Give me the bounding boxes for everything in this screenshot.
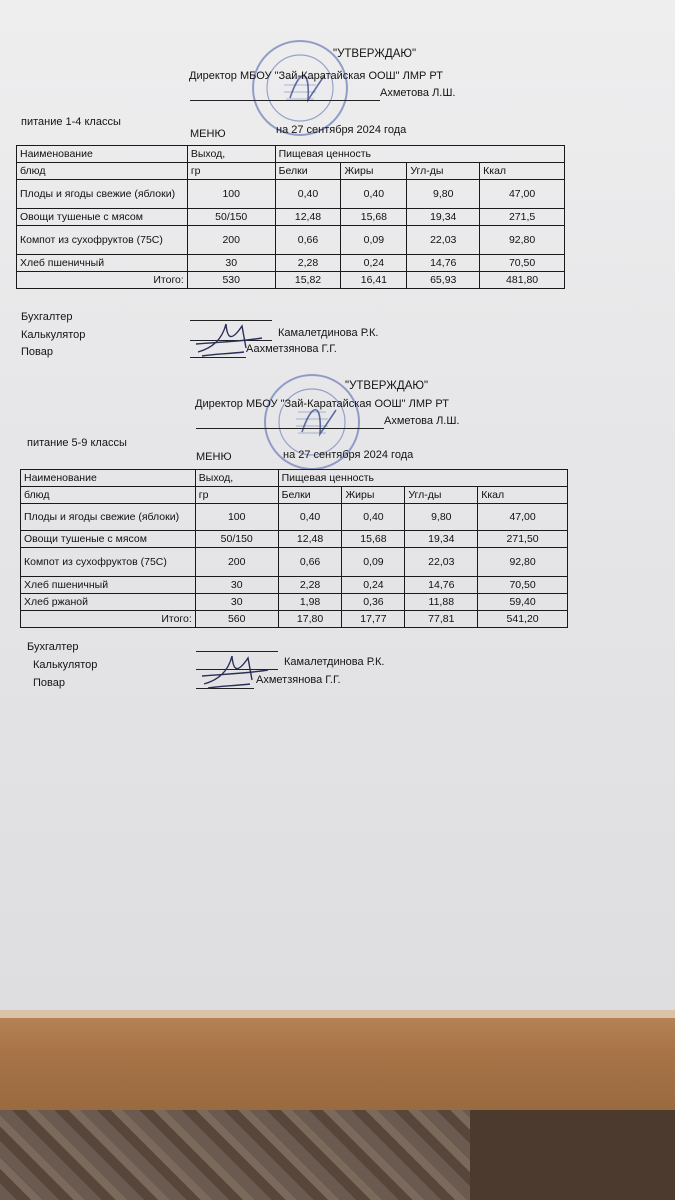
dish-kcal: 70,50 bbox=[480, 255, 565, 272]
table-row bbox=[17, 180, 565, 209]
total-fat: 17,77 bbox=[342, 611, 405, 628]
dish-fat: 0,09 bbox=[341, 226, 407, 255]
dish-fat: 0,09 bbox=[342, 548, 405, 577]
header-kcal: Ккал bbox=[480, 163, 565, 180]
dish-carbs: 14,76 bbox=[405, 577, 478, 594]
dish-kcal: 59,40 bbox=[478, 594, 568, 611]
director-line: Директор МБОУ "Зай-Каратайская ООШ" ЛМР РТ bbox=[189, 70, 443, 82]
dish-kcal: 70,50 bbox=[478, 577, 568, 594]
director-name: Ахметова Л.Ш. bbox=[384, 415, 460, 427]
total-kcal: 481,80 bbox=[480, 272, 565, 289]
dish-carbs: 9,80 bbox=[407, 180, 480, 209]
dish-output: 50/150 bbox=[187, 209, 275, 226]
header-name: Наименование bbox=[17, 146, 188, 163]
header-kcal: Ккал bbox=[478, 487, 568, 504]
menu-date: на 27 сентября 2024 года bbox=[276, 124, 407, 136]
header-row bbox=[17, 146, 565, 163]
menu-title: МЕНЮ bbox=[196, 451, 232, 463]
calculator-label: Калькулятор bbox=[21, 329, 86, 341]
dish-protein: 1,98 bbox=[278, 594, 342, 611]
dish-fat: 15,68 bbox=[342, 531, 405, 548]
calculator-label: Калькулятор bbox=[33, 659, 98, 671]
total-label: Итого: bbox=[17, 272, 188, 289]
header-unit: гр bbox=[187, 163, 275, 180]
dish-kcal: 271,5 bbox=[480, 209, 565, 226]
dish-fat: 15,68 bbox=[341, 209, 407, 226]
dish-fat: 0,24 bbox=[342, 577, 405, 594]
dish-protein: 0,40 bbox=[278, 504, 342, 531]
calculator-name: Камалетдинова Р.К. bbox=[278, 327, 379, 339]
dish-output: 30 bbox=[195, 594, 278, 611]
accountant-label: Бухгалтер bbox=[21, 311, 73, 323]
subheader-row bbox=[21, 487, 568, 504]
dish-carbs: 19,34 bbox=[405, 531, 478, 548]
menu-table-1 bbox=[16, 145, 565, 289]
dish-output: 30 bbox=[195, 577, 278, 594]
header-row bbox=[21, 470, 568, 487]
total-row bbox=[17, 272, 565, 289]
header-dish: блюд bbox=[21, 487, 196, 504]
header-output: Выход, bbox=[187, 146, 275, 163]
cook-label: Повар bbox=[21, 346, 53, 358]
header-fat: Жиры bbox=[342, 487, 405, 504]
dish-fat: 0,36 bbox=[342, 594, 405, 611]
dish-protein: 2,28 bbox=[278, 577, 342, 594]
cook-name: Аахметзянова Г.Г. bbox=[246, 343, 337, 355]
total-carbs: 77,81 bbox=[405, 611, 478, 628]
total-label: Итого: bbox=[21, 611, 196, 628]
header-nutrition: Пищевая ценность bbox=[275, 146, 564, 163]
approved-label: "УТВЕРЖДАЮ" bbox=[333, 48, 417, 60]
menu-date: на 27 сентября 2024 года bbox=[283, 449, 414, 461]
table-row bbox=[17, 255, 565, 272]
dish-output: 30 bbox=[187, 255, 275, 272]
cook-name: Ахметзянова Г.Г. bbox=[256, 674, 341, 686]
dish-protein: 0,40 bbox=[275, 180, 341, 209]
approved-label: "УТВЕРЖДАЮ" bbox=[345, 380, 429, 392]
header-carbs: Угл-ды bbox=[405, 487, 478, 504]
dish-fat: 0,40 bbox=[341, 180, 407, 209]
dish-kcal: 271,50 bbox=[478, 531, 568, 548]
header-nutrition: Пищевая ценность bbox=[278, 470, 567, 487]
header-protein: Белки bbox=[275, 163, 341, 180]
handwritten-signature-2 bbox=[198, 650, 278, 692]
director-signature-line bbox=[196, 428, 384, 429]
dish-carbs: 11,88 bbox=[405, 594, 478, 611]
table-row bbox=[21, 504, 568, 531]
dish-protein: 0,66 bbox=[275, 226, 341, 255]
table-row bbox=[17, 209, 565, 226]
group-label: питание 5-9 классы bbox=[27, 437, 127, 449]
director-name: Ахметова Л.Ш. bbox=[380, 87, 456, 99]
dish-name: Компот из сухофруктов (75С) bbox=[21, 548, 196, 577]
total-kcal: 541,20 bbox=[478, 611, 568, 628]
total-output: 560 bbox=[195, 611, 278, 628]
cook-label: Повар bbox=[33, 677, 65, 689]
total-row bbox=[21, 611, 568, 628]
dish-kcal: 47,00 bbox=[480, 180, 565, 209]
table-row bbox=[21, 577, 568, 594]
dark-fabric bbox=[470, 1110, 675, 1200]
total-carbs: 65,93 bbox=[407, 272, 480, 289]
wooden-table bbox=[0, 1010, 675, 1110]
dish-protein: 12,48 bbox=[275, 209, 341, 226]
dish-name: Овощи тушеные с мясом bbox=[17, 209, 188, 226]
menu-title: МЕНЮ bbox=[190, 128, 226, 140]
dish-output: 50/150 bbox=[195, 531, 278, 548]
dish-protein: 12,48 bbox=[278, 531, 342, 548]
total-output: 530 bbox=[187, 272, 275, 289]
dish-name: Хлеб ржаной bbox=[21, 594, 196, 611]
dish-carbs: 22,03 bbox=[407, 226, 480, 255]
table-row bbox=[17, 226, 565, 255]
dish-carbs: 14,76 bbox=[407, 255, 480, 272]
subheader-row bbox=[17, 163, 565, 180]
dish-name: Хлеб пшеничный bbox=[21, 577, 196, 594]
group-label: питание 1-4 классы bbox=[21, 116, 121, 128]
dish-kcal: 92,80 bbox=[478, 548, 568, 577]
table-row bbox=[21, 594, 568, 611]
header-unit: гр bbox=[195, 487, 278, 504]
dish-carbs: 22,03 bbox=[405, 548, 478, 577]
handwritten-signature-1 bbox=[192, 318, 272, 360]
dish-name: Овощи тушеные с мясом bbox=[21, 531, 196, 548]
dish-carbs: 19,34 bbox=[407, 209, 480, 226]
header-carbs: Угл-ды bbox=[407, 163, 480, 180]
header-protein: Белки bbox=[278, 487, 342, 504]
table-row bbox=[21, 531, 568, 548]
dish-name: Плоды и ягоды свежие (яблоки) bbox=[21, 504, 196, 531]
dish-protein: 0,66 bbox=[278, 548, 342, 577]
dish-name: Компот из сухофруктов (75С) bbox=[17, 226, 188, 255]
accountant-label: Бухгалтер bbox=[27, 641, 79, 653]
total-fat: 16,41 bbox=[341, 272, 407, 289]
header-fat: Жиры bbox=[341, 163, 407, 180]
header-name: Наименование bbox=[21, 470, 196, 487]
header-dish: блюд bbox=[17, 163, 188, 180]
calculator-name: Камалетдинова Р.К. bbox=[284, 656, 385, 668]
director-signature-line bbox=[190, 100, 380, 101]
dish-name: Плоды и ягоды свежие (яблоки) bbox=[17, 180, 188, 209]
dish-output: 100 bbox=[187, 180, 275, 209]
dish-output: 200 bbox=[195, 548, 278, 577]
dish-name: Хлеб пшеничный bbox=[17, 255, 188, 272]
dish-carbs: 9,80 bbox=[405, 504, 478, 531]
dish-kcal: 47,00 bbox=[478, 504, 568, 531]
dish-fat: 0,24 bbox=[341, 255, 407, 272]
director-line: Директор МБОУ "Зай-Каратайская ООШ" ЛМР РТ bbox=[195, 398, 449, 410]
table-row bbox=[21, 548, 568, 577]
header-output: Выход, bbox=[195, 470, 278, 487]
dish-output: 100 bbox=[195, 504, 278, 531]
menu-table-2 bbox=[20, 469, 568, 628]
total-protein: 17,80 bbox=[278, 611, 342, 628]
total-protein: 15,82 bbox=[275, 272, 341, 289]
dish-output: 200 bbox=[187, 226, 275, 255]
dish-kcal: 92,80 bbox=[480, 226, 565, 255]
dish-protein: 2,28 bbox=[275, 255, 341, 272]
dish-fat: 0,40 bbox=[342, 504, 405, 531]
